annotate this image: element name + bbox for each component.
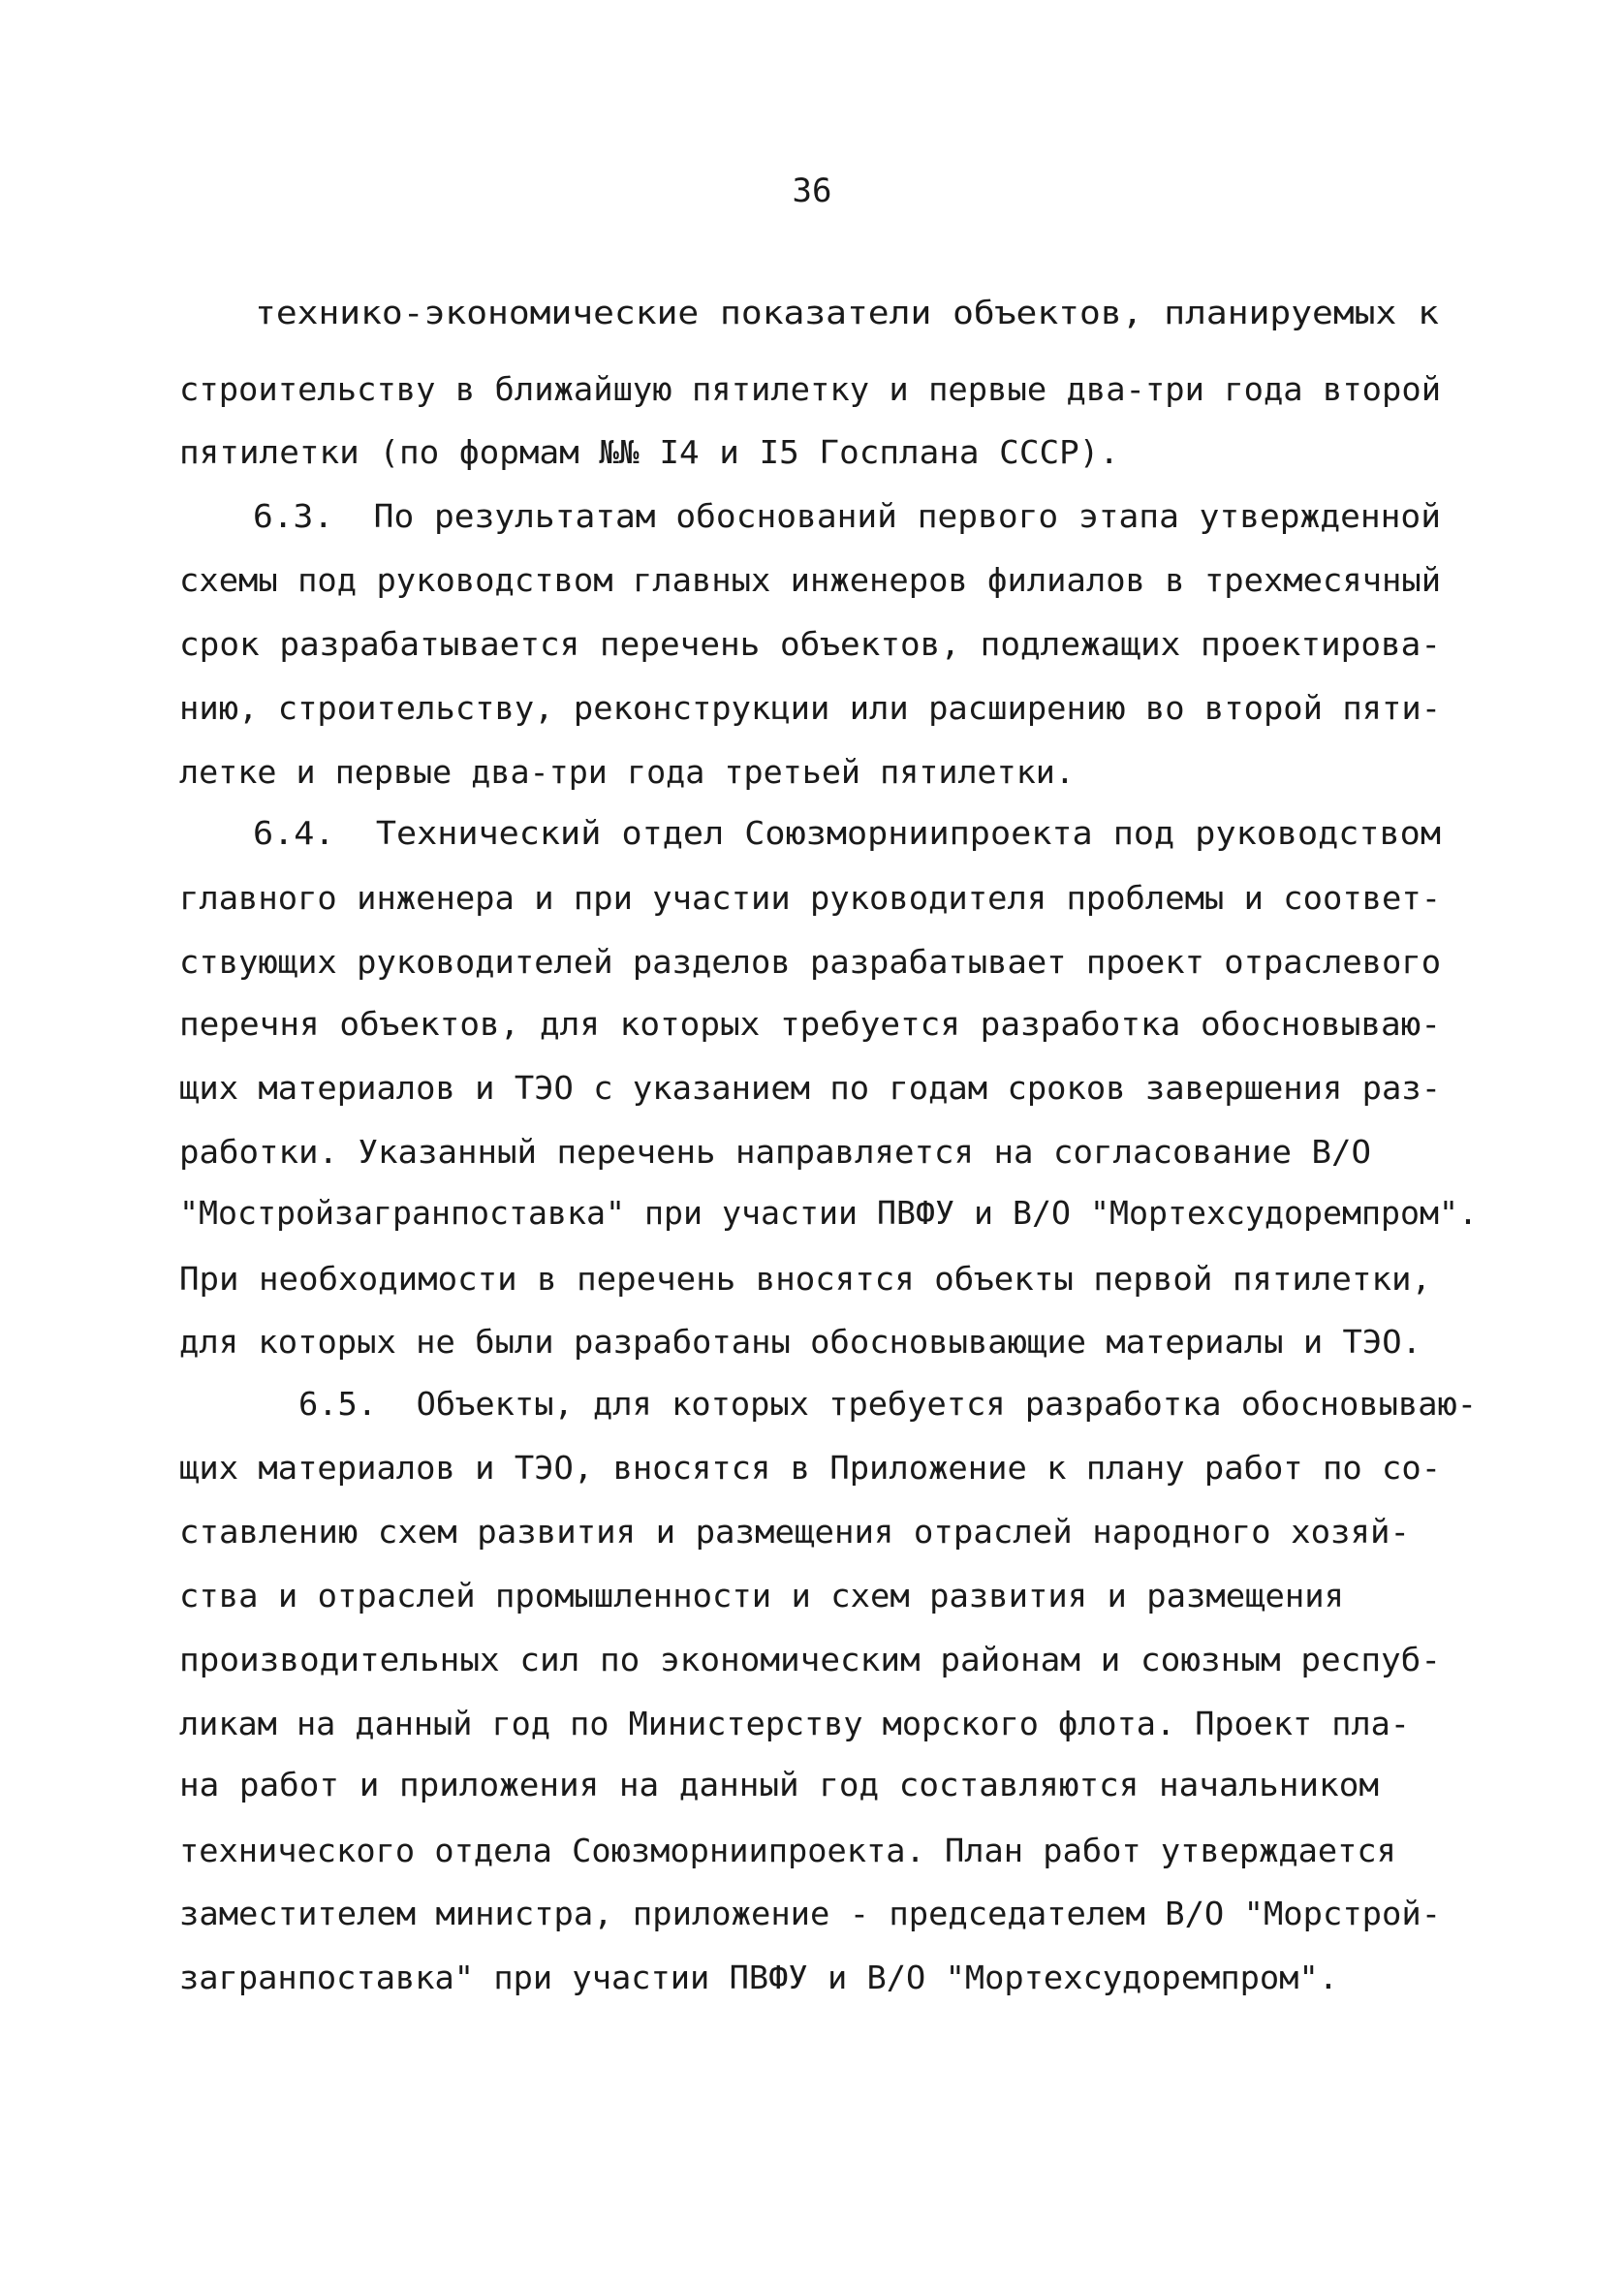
text-line-content: на работ и приложения на данный год составляются начальником [179,1766,1379,1803]
text-line [253,497,1442,535]
text-line [179,1641,1441,1678]
text-line [179,561,1442,599]
text-line [179,1766,1379,1803]
page-number: 36 [792,172,832,210]
text-line [179,1194,1479,1232]
text-line [179,1959,1338,1996]
text-line [179,1323,1421,1361]
text-line-content: ствующих руководителей разделов разрабатывает проект отраслевого [179,943,1442,981]
text-line-content: схемы под руководством главных инженеров филиалов в трехмесячный [179,561,1442,599]
text-line [179,1895,1442,1932]
text-line-content: технического отдела Союзморниипроекта. План работ утверждается [179,1832,1396,1869]
text-line [179,1705,1410,1742]
text-line [253,814,1441,852]
text-line [179,1449,1442,1487]
text-line-content: производительных сил по экономическим районам и союзным респуб- [179,1641,1441,1678]
text-line-content: щих материалов и ТЭО с указанием по годам сроков завершения раз- [179,1069,1442,1107]
text-line-content: ставлению схем развития и размещения отраслей народного хозяй- [179,1513,1410,1551]
text-line [179,943,1442,981]
text-line-content: При необходимости в перечень вносятся объекты первой пятилетки, [179,1260,1431,1298]
text-line-content: для которых не были разработаны обосновывающие материалы и ТЭО. [179,1323,1421,1361]
text-line-content: перечня объектов, для которых требуется разработка обосновываю- [179,1005,1441,1043]
text-line-content: пятилетки (по формам №№ I4 и I5 Госплана СССР). [179,433,1120,471]
text-line-content: нию, строительству, реконструкции или расширению во второй пяти- [179,689,1442,727]
text-line [179,753,1075,791]
text-line-content: 6.5. Объекты, для которых требуется разработка обосновываю- [298,1385,1478,1423]
text-line-content: заместителем министра, приложение - председателем В/О "Морстрой- [179,1895,1442,1932]
text-line [179,1005,1441,1043]
text-line-content: работки. Указанный перечень направляется на согласование В/О [179,1133,1371,1171]
text-line [179,370,1442,408]
text-line-content: ства и отраслей промышленности и схем развития и размещения [179,1577,1344,1615]
text-line-content: "Мостройзагранпоставка" при участии ПВФУ и В/О "Мортехсудоремпром". [179,1194,1479,1232]
text-line-content: строительству в ближайшую пятилетку и первые два-три года второй [179,370,1442,408]
text-line [179,433,1120,471]
text-line [179,625,1441,663]
text-line [179,1513,1410,1551]
text-line-content: технико-экономические показатели объектов, планируемых к [255,294,1439,331]
text-line-content: 6.4. Технический отдел Союзморниипроекта под руководством [253,814,1441,852]
text-line [255,294,1439,331]
text-line-content: срок разрабатывается перечень объектов, подлежащих проектирова- [179,625,1441,663]
text-line-content: щих материалов и ТЭО, вносятся в Приложение к плану работ по со- [179,1449,1442,1487]
text-line [179,1069,1442,1107]
text-line [179,879,1442,917]
text-line-content: 6.3. По результатам обоснований первого этапа утвержденной [253,497,1442,535]
text-line [179,1577,1344,1615]
text-line [179,1832,1396,1869]
text-line [179,1260,1431,1298]
text-line [179,689,1442,727]
text-line-content: главного инженера и при участии руководителя проблемы и соответ- [179,879,1442,917]
text-line-content: ликам на данный год по Министерству морского флота. Проект пла- [179,1705,1410,1742]
text-line [298,1385,1478,1423]
text-line-content: загранпоставка" при участии ПВФУ и В/О "Мортехсудоремпром". [179,1959,1338,1996]
text-line [179,1133,1371,1171]
text-line-content: летке и первые два-три года третьей пятилетки. [179,753,1075,791]
